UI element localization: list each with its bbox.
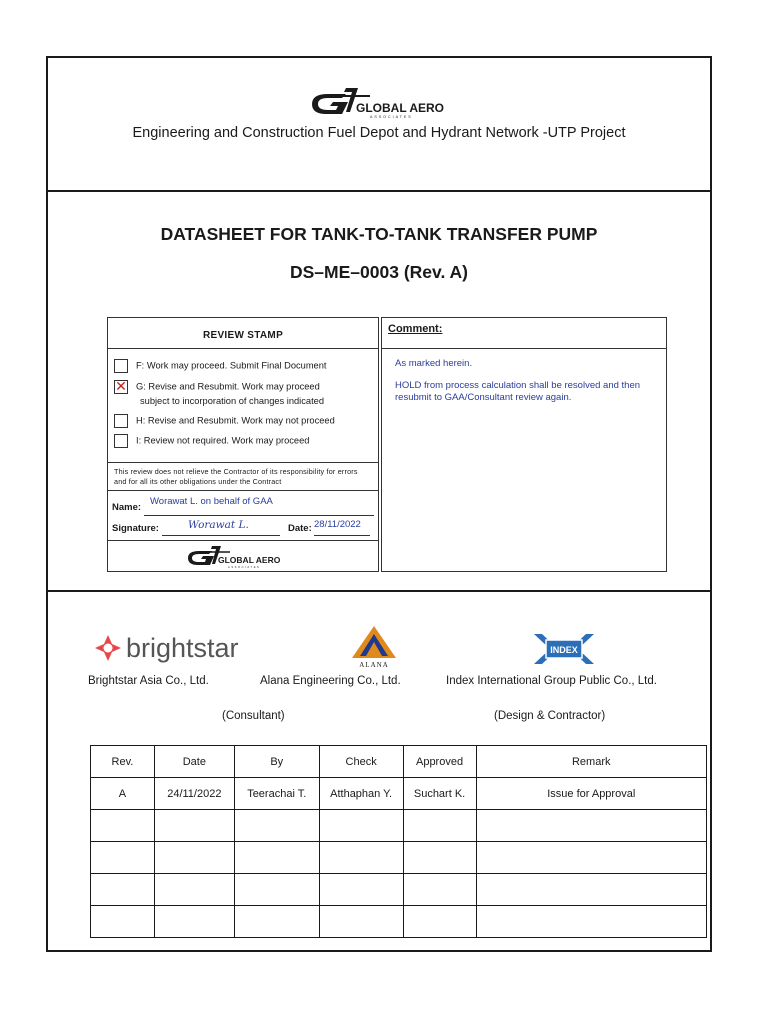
alana-logo	[344, 624, 404, 668]
comment-text	[395, 358, 655, 414]
signature-underline	[162, 535, 280, 536]
brightstar-star-icon	[95, 635, 121, 661]
consultant-role: (Consultant)	[222, 710, 285, 722]
header-remark: Remark	[476, 746, 707, 778]
cell-rev	[91, 810, 155, 842]
comment-box	[381, 317, 667, 572]
reviewer-name: Worawat L. on behalf of GAA	[150, 496, 273, 507]
cell-remark	[476, 906, 707, 938]
logo-subtext: ASSOCIATES	[370, 115, 413, 118]
date-underline	[314, 535, 370, 536]
cell-by	[234, 810, 319, 842]
header-date: Date	[154, 746, 234, 778]
brightstar-name: Brightstar Asia Co., Ltd.	[88, 675, 209, 687]
table-row	[91, 778, 707, 810]
cell-rev: A	[91, 778, 155, 810]
date-label: Date:	[288, 523, 312, 534]
review-date: 28/11/2022	[314, 519, 361, 530]
cell-date: 24/11/2022	[154, 778, 234, 810]
option-g-continuation: subject to incorporation of changes indicated	[140, 396, 324, 406]
header-rev: Rev.	[91, 746, 155, 778]
checked-x-icon: ✕	[115, 377, 127, 394]
cell-rev	[91, 874, 155, 906]
cell-remark	[476, 842, 707, 874]
global-aero-stamp-logo	[184, 542, 304, 568]
option-i-label: I: Review not required. Work may proceed	[136, 435, 310, 446]
alana-name: Alana Engineering Co., Ltd.	[260, 675, 401, 687]
cell-remark	[476, 810, 707, 842]
name-underline	[144, 515, 374, 516]
stamp-divider	[108, 540, 378, 541]
header-approved: Approved	[403, 746, 476, 778]
index-logo	[532, 630, 596, 668]
comment-divider	[382, 348, 666, 349]
cell-approved	[403, 810, 476, 842]
stamp-logo-wordmark: GLOBAL AERO	[218, 555, 281, 565]
datasheet-title: DATASHEET FOR TANK-TO-TANK TRANSFER PUMP	[160, 224, 598, 244]
cell-rev	[91, 906, 155, 938]
cell-check	[319, 842, 403, 874]
stamp-divider	[108, 348, 378, 349]
header-by: By	[234, 746, 319, 778]
cell-check	[319, 874, 403, 906]
stamp-divider	[108, 490, 378, 491]
cell-approved	[403, 842, 476, 874]
checkbox-h	[114, 414, 128, 428]
cell-check	[319, 810, 403, 842]
cell-rev	[91, 842, 155, 874]
comment-line-2: HOLD from process calculation shall be resolved and then resubmit to GAA/Consultant review again.	[395, 379, 641, 403]
stamp-option-g	[114, 379, 320, 394]
cell-approved: Suchart K.	[403, 778, 476, 810]
global-aero-logo	[306, 82, 466, 118]
cell-approved	[403, 874, 476, 906]
comment-line-1: As marked herein.	[395, 358, 473, 369]
checkbox-i	[114, 434, 128, 448]
revision-header-row	[91, 746, 707, 778]
header-divider	[48, 190, 710, 192]
stamp-logo-subtext: ASSOCIATES	[228, 566, 261, 568]
comment-label: Comment:	[388, 323, 443, 335]
index-name: Index International Group Public Co., Ltd.	[446, 675, 657, 687]
cell-remark: Issue for Approval	[476, 778, 707, 810]
cell-approved	[403, 906, 476, 938]
project-title: Engineering and Construction Fuel Depot and Hydrant Network -UTP Project	[132, 125, 626, 141]
header-check: Check	[319, 746, 403, 778]
review-stamp	[107, 317, 379, 572]
stamp-option-f	[114, 358, 326, 373]
cell-by	[234, 906, 319, 938]
table-row	[91, 842, 707, 874]
alana-wordmark: ALANA	[359, 661, 389, 668]
logo-wordmark: GLOBAL AERO	[356, 101, 445, 115]
contractor-role: (Design & Contractor)	[494, 710, 606, 722]
cell-remark	[476, 874, 707, 906]
cell-date	[154, 874, 234, 906]
brightstar-logo	[94, 628, 254, 668]
cell-date	[154, 906, 234, 938]
cell-date	[154, 842, 234, 874]
stamp-section-divider	[48, 590, 710, 592]
option-g-label: G: Revise and Resubmit. Work may proceed	[136, 381, 320, 392]
cell-check: Atthaphan Y.	[319, 778, 403, 810]
cell-by	[234, 874, 319, 906]
table-row	[91, 874, 707, 906]
review-stamp-title: REVIEW STAMP	[202, 330, 284, 341]
index-wordmark: INDEX	[550, 645, 578, 655]
stamp-disclaimer: This review does not relieve the Contractor of its responsibility for errors and for all its other obligations under the Contract	[114, 467, 358, 486]
signature-label: Signature:	[112, 523, 159, 534]
name-label: Name:	[112, 502, 142, 513]
option-f-label: F: Work may proceed. Submit Final Document	[136, 360, 327, 371]
brightstar-wordmark: brightstar	[126, 633, 239, 663]
checkbox-f	[114, 359, 128, 373]
cell-date	[154, 810, 234, 842]
stamp-option-i	[114, 433, 309, 448]
table-row	[91, 810, 707, 842]
document-number: DS–ME–0003 (Rev. A)	[290, 262, 468, 282]
document-frame	[46, 56, 712, 952]
cell-by: Teerachai T.	[234, 778, 319, 810]
stamp-divider	[108, 462, 378, 463]
option-h-label: H: Revise and Resubmit. Work may not proceed	[136, 415, 335, 426]
checkbox-g	[114, 377, 128, 394]
reviewer-signature: Worawat L.	[188, 519, 249, 531]
revision-table	[90, 745, 707, 938]
stamp-option-h	[114, 413, 335, 428]
table-row	[91, 906, 707, 938]
cell-by	[234, 842, 319, 874]
cell-check	[319, 906, 403, 938]
